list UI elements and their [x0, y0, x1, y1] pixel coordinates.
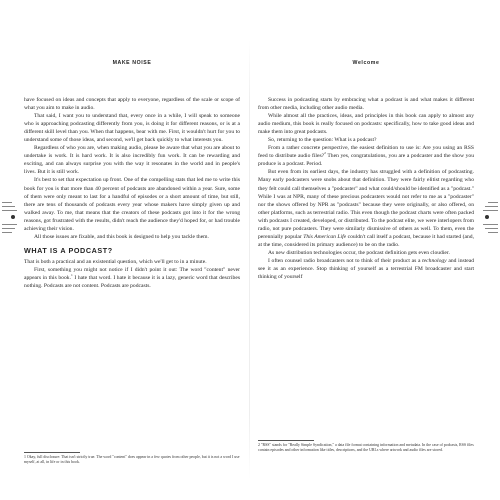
paragraph: I often counsel radio broadcasters not to think of their product as a technology and instead see it as an experience. Stop thinking of yourself as a terrestrial FM broadcaster and start thinking of yourself — [258, 257, 474, 281]
footnote-marker: 2 — [324, 151, 326, 156]
footnote-marker: 1 — [70, 273, 73, 278]
paragraph: That said, I want you to understand that, every once in a while, I will speak to someone who is approaching podcasting differently from you, is doing it for different reasons, or is at a different skill level than you. When that happens, bear with me. First, it wouldn't hurt for you to understand some of those ideas, and second, we'll get back quickly to what interests you. — [24, 113, 240, 144]
running-head-right: Welcome — [352, 60, 380, 66]
left-page — [24, 60, 240, 470]
footnote-rule — [24, 452, 80, 453]
right-page — [258, 60, 474, 470]
paragraph: All those issues are fixable, and this book is designed to help you tackle them. — [34, 233, 209, 240]
paragraph: So, returning to the question: What is a podcast? — [268, 137, 377, 144]
right-page-body — [258, 96, 474, 281]
paragraph: But even from its earliest days, the industry has struggled with a definition of podcasting. Many early podcasters were snobs about that definition. They were fairly elitist regarding who they felt could call themselves a "podcaster" and what could/should be identified as a "podcast." While I was at NPR, many of these precious podcasters would not refer to me as a "podcaster" nor the shows offered by NPR as "podcasts" because they were originally, or also offered, on other platforms, such as terrestrial radio. This even though the podcast charts were often packed with podcasts I created, developed, or distributed. To the podcast elite, we were interlopers from radio, not pure podcasters. They were similarly dismissive of others as well. To them, even the perennially popular This American Life couldn't call itself a podcast, because it had started (and, at the time, considered its primary audience) to be on the radio. — [258, 169, 474, 248]
paragraph: From a rather concrete perspective, the easiest definition to use is: Are you using an RSS feed to distribute audio files?$^2$ Then yes, congratulations, you are a podcaster and the show you produce is a podcast. Period. — [258, 145, 474, 168]
paragraph: have focused on ideas and concepts that apply to everyone, regardless of the scale or scope of what you aim to make in audio. — [24, 97, 240, 112]
left-page-body — [24, 96, 240, 290]
footnotes-right — [258, 440, 474, 453]
footnotes-left — [24, 452, 240, 465]
paragraph: That is both a practical and an existential question, which we'll get to in a minute. — [24, 258, 207, 265]
paragraph: It's best to set that expectation up front. One of the compelling stats that led me to write this book for you is that more than 40 percent of podcasts are abandoned within a year. Sure, some of them were only meant to last for a handful of episodes or a short amount of time, but still, there are tens of thousands of podcasts every year whose makers have simply given up and walked away. To me, that means that the creators of these podcasts got into it for the wrong reasons, got frustrated with the results, didn't reach the audience they'd hoped for, or had trouble achieving their vision. — [24, 177, 240, 232]
paragraph: Regardless of who you are, when making audio, please be aware that what you are about to undertake is work. It is hard work. It is also incredibly fun work. It can be rewarding and exciting, and can always surprise you with the way it resonates in the world and in people's lives. But it is still work. — [24, 145, 240, 176]
page-gutter — [249, 40, 250, 480]
paragraph: First, something you might not notice if I didn't point it out: The word "content" never appears in this book.$^1$ I hate that word. I hate it because it is a lazy, generic word that describes nothing. Podcasts are not content. Podcasts are podcasts. — [24, 266, 240, 290]
bullet-icon — [11, 215, 15, 219]
paragraph: While almost all the practices, ideas, and principles in this book can apply to almost any audio medium, this book is really focused on podcasts: specifically, how to take good ideas and make them into great podcasts. — [258, 113, 474, 136]
running-head-left: MAKE NOISE — [112, 60, 152, 66]
paragraph: Success in podcasting starts by embracing what a podcast is and what makes it different from other media, including other audio media. — [258, 97, 474, 112]
thumb-index-marker-right — [482, 188, 498, 248]
footnote: 2 "RSS" stands for "Really Simple Syndication," a data file format containing information and metadata. In the case of podcasts, RSS files contain episodes and other information like titles, descriptions, and the URLs where artwork and audio files are stored. — [258, 443, 474, 453]
show-title: This American Life — [303, 233, 347, 240]
thumb-index-marker-left — [2, 188, 18, 248]
paragraph: As new distribution technologies occur, the podcast definition gets even cloudier. — [268, 249, 450, 256]
bullet-icon — [485, 215, 489, 219]
section-heading: WHAT IS A PODCAST? — [24, 245, 113, 255]
footnote-rule — [258, 440, 314, 441]
footnote: 1 Okay, full disclosure: That isn't strictly true. The word "content" does appear in a few quotes from other people, but it is not a word I use myself, at all, in life or in this book. — [24, 455, 240, 465]
